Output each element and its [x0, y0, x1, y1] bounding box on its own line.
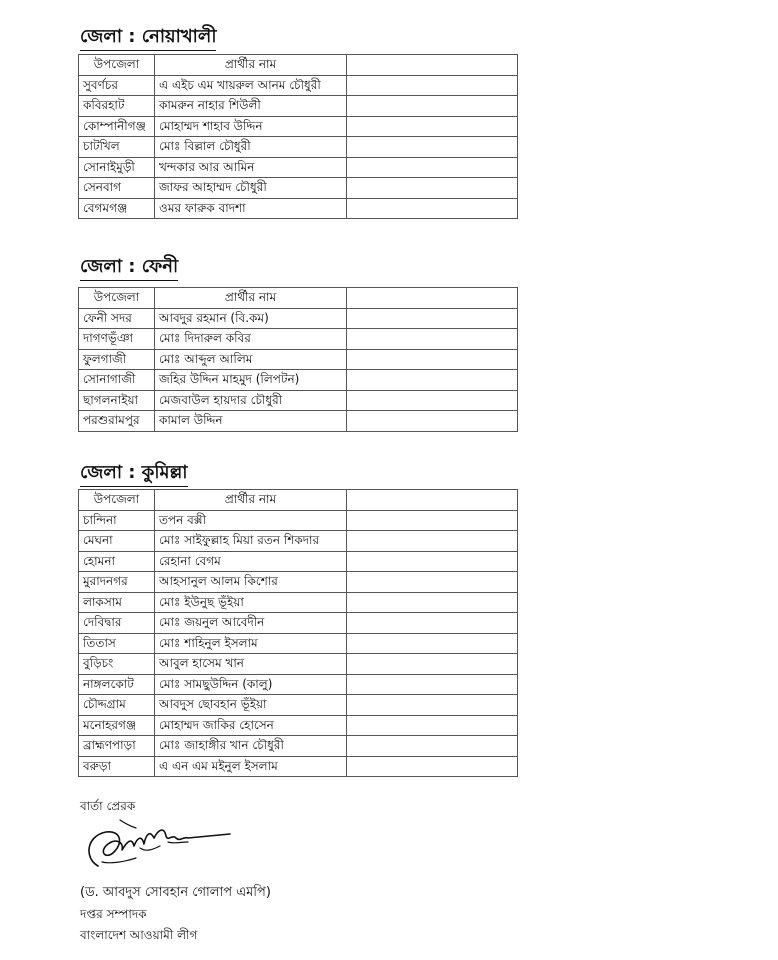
signatory-organization: বাংলাদেশ আওয়ামী লীগ: [80, 928, 198, 942]
header-blank: [347, 288, 518, 309]
blank-cell: [347, 411, 518, 432]
table-row: [79, 551, 518, 572]
upazila-cell: বরুড়া: [79, 756, 155, 777]
upazila-cell: কোম্পানীগঞ্জ: [79, 116, 155, 137]
blank-cell: [347, 756, 518, 777]
table-row: [79, 674, 518, 695]
table-row: [79, 178, 518, 199]
candidate-name-cell: আবদুস ছোবহান ভূঁইয়া: [155, 695, 347, 716]
upazila-cell: তিতাস: [79, 633, 155, 654]
table-row: [79, 756, 518, 777]
table-row: [79, 592, 518, 613]
table-row: [79, 531, 518, 552]
table-row: [79, 695, 518, 716]
blank-cell: [347, 390, 518, 411]
blank-cell: [347, 572, 518, 593]
upazila-cell: ছাগলনাইয়া: [79, 390, 155, 411]
candidate-name-cell: মোঃ আব্দুল আলিম: [155, 349, 347, 370]
table-row: [79, 613, 518, 634]
header-blank: [347, 490, 518, 511]
header-candidate-name: প্রার্থীর নাম: [155, 490, 347, 511]
table-row: [79, 572, 518, 593]
upazila-cell: মনোহরগঞ্জ: [79, 715, 155, 736]
blank-cell: [347, 736, 518, 757]
table-row: [79, 715, 518, 736]
table-row: [79, 370, 518, 391]
candidate-name-cell: জহির উদ্দিন মাহমুদ (লিপটন): [155, 370, 347, 391]
blank-cell: [347, 715, 518, 736]
candidate-name-cell: মোঃ সাইফুল্লাহ মিয়া রতন শিকদার: [155, 531, 347, 552]
candidate-name-cell: মোঃ শাহিনুল ইসলাম: [155, 633, 347, 654]
candidate-name-cell: এ এইচ এম খায়রুল আনম চৌধুরী: [155, 75, 347, 96]
upazila-cell: বেগমগঞ্জ: [79, 198, 155, 219]
blank-cell: [347, 370, 518, 391]
blank-cell: [347, 674, 518, 695]
candidate-name-cell: মোঃ সামছুউদ্দিন (কালু): [155, 674, 347, 695]
table-row: [79, 633, 518, 654]
table-row: [79, 390, 518, 411]
candidate-name-cell: মোহাম্মদ শাহাব উদ্দিন: [155, 116, 347, 137]
upazila-cell: ব্রাহ্মণপাড়া: [79, 736, 155, 757]
upazila-cell: মুরাদনগর: [79, 572, 155, 593]
blank-cell: [347, 592, 518, 613]
candidate-name-cell: কামাল উদ্দিন: [155, 411, 347, 432]
upazila-cell: চান্দিনা: [79, 510, 155, 531]
candidate-table-cumilla: [78, 489, 518, 777]
upazila-cell: পরশুরামপুর: [79, 411, 155, 432]
table-row: [79, 96, 518, 117]
upazila-cell: হোমনা: [79, 551, 155, 572]
table-row: [79, 654, 518, 675]
upazila-cell: দেবিদ্বার: [79, 613, 155, 634]
blank-cell: [347, 613, 518, 634]
table-row: [79, 137, 518, 158]
blank-cell: [347, 157, 518, 178]
candidate-name-cell: খন্দকার আর আমিন: [155, 157, 347, 178]
table-header-row: [79, 288, 518, 309]
candidate-name-cell: তপন বক্সী: [155, 510, 347, 531]
table-row: [79, 329, 518, 350]
handwritten-signature: [80, 812, 240, 880]
candidate-name-cell: মোঃ জয়নুল আবেদীন: [155, 613, 347, 634]
table-row: [79, 736, 518, 757]
table-row: [79, 349, 518, 370]
table-row: [79, 75, 518, 96]
upazila-cell: দাগণভূঁঞা: [79, 329, 155, 350]
candidate-table-feni: [78, 287, 518, 432]
district-title-noakhali: জেলা : নোয়াখালী: [80, 26, 216, 51]
blank-cell: [347, 137, 518, 158]
blank-cell: [347, 349, 518, 370]
blank-cell: [347, 654, 518, 675]
upazila-cell: মেঘনা: [79, 531, 155, 552]
signatory-designation: দপ্তর সম্পাদক: [80, 907, 147, 921]
upazila-cell: বুড়িচং: [79, 654, 155, 675]
upazila-cell: চাটখিল: [79, 137, 155, 158]
candidate-name-cell: মোহাম্মদ জাকির হোসেন: [155, 715, 347, 736]
table-row: [79, 510, 518, 531]
upazila-cell: লাকসাম: [79, 592, 155, 613]
candidate-name-cell: রেহানা বেগম: [155, 551, 347, 572]
blank-cell: [347, 198, 518, 219]
district-title-feni: জেলা : ফেনী: [80, 256, 178, 281]
table-row: [79, 411, 518, 432]
sender-label: বার্তা প্রেরক: [80, 799, 136, 813]
upazila-cell: সেনবাগ: [79, 178, 155, 199]
blank-cell: [347, 695, 518, 716]
candidate-name-cell: মোঃ ইউনুছ ভূঁইয়া: [155, 592, 347, 613]
table-row: [79, 198, 518, 219]
upazila-cell: চৌদ্দগ্রাম: [79, 695, 155, 716]
blank-cell: [347, 75, 518, 96]
candidate-name-cell: মোঃ বিল্লাল চৌধুরী: [155, 137, 347, 158]
upazila-cell: কবিরহাট: [79, 96, 155, 117]
header-upazila: উপজেলা: [79, 55, 155, 76]
header-blank: [347, 55, 518, 76]
table-row: [79, 157, 518, 178]
candidate-name-cell: মোঃ জাহাঙ্গীর খান চৌধুরী: [155, 736, 347, 757]
candidate-name-cell: কামরুন নাহার শিউলী: [155, 96, 347, 117]
candidate-name-cell: ওমর ফারুক বাদশা: [155, 198, 347, 219]
blank-cell: [347, 510, 518, 531]
blank-cell: [347, 308, 518, 329]
blank-cell: [347, 551, 518, 572]
candidate-name-cell: আবুল হাসেম খান: [155, 654, 347, 675]
candidate-name-cell: আহসানুল আলম কিশোর: [155, 572, 347, 593]
blank-cell: [347, 329, 518, 350]
candidate-table-noakhali: [78, 54, 518, 219]
upazila-cell: সুবর্ণচর: [79, 75, 155, 96]
candidate-name-cell: মোঃ দিদারুল কবির: [155, 329, 347, 350]
table-header-row: [79, 55, 518, 76]
candidate-name-cell: আবদুর রহমান (বি.কম): [155, 308, 347, 329]
upazila-cell: নাঙ্গলকোট: [79, 674, 155, 695]
header-candidate-name: প্রার্থীর নাম: [155, 288, 347, 309]
upazila-cell: ফেনী সদর: [79, 308, 155, 329]
blank-cell: [347, 531, 518, 552]
table-row: [79, 116, 518, 137]
blank-cell: [347, 178, 518, 199]
blank-cell: [347, 96, 518, 117]
upazila-cell: সোনাইমুড়ী: [79, 157, 155, 178]
upazila-cell: ফুলগাজী: [79, 349, 155, 370]
table-row: [79, 308, 518, 329]
signatory-name: (ড. আবদুস সোবহান গোলাপ এমপি): [80, 885, 271, 900]
district-title-cumilla: জেলা : কুমিল্লা: [80, 462, 188, 487]
header-candidate-name: প্রার্থীর নাম: [155, 55, 347, 76]
blank-cell: [347, 116, 518, 137]
header-upazila: উপজেলা: [79, 490, 155, 511]
candidate-name-cell: জাফর আহাম্মদ চৌধুরী: [155, 178, 347, 199]
blank-cell: [347, 633, 518, 654]
header-upazila: উপজেলা: [79, 288, 155, 309]
candidate-name-cell: মেজবাউল হায়দার চৌধুরী: [155, 390, 347, 411]
table-header-row: [79, 490, 518, 511]
upazila-cell: সোনাগাজী: [79, 370, 155, 391]
candidate-name-cell: এ এন এম মইনুল ইসলাম: [155, 756, 347, 777]
